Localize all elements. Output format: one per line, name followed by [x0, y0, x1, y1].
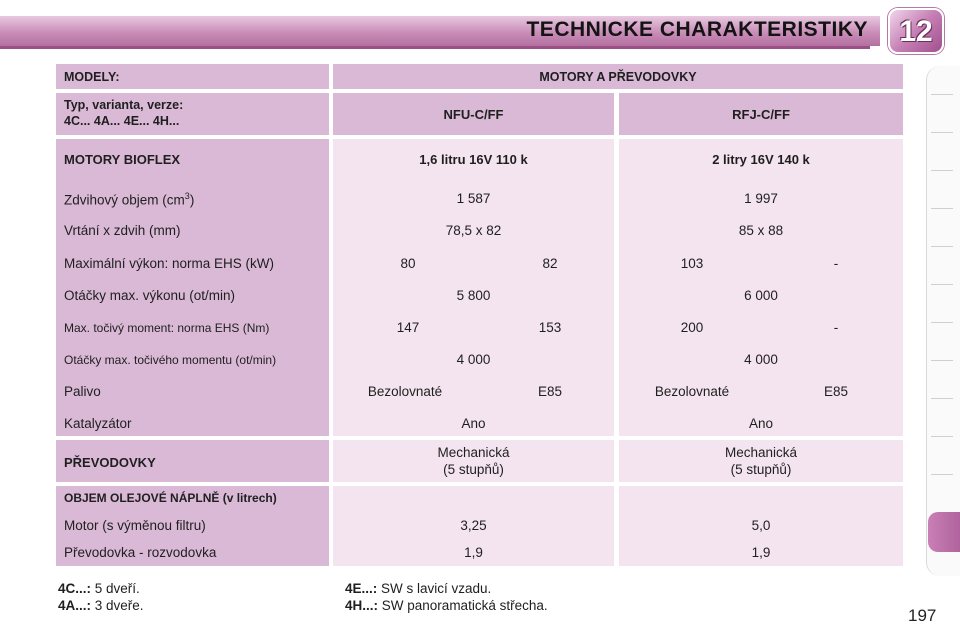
chapter-number: 12 [899, 15, 933, 48]
tab-divider [931, 360, 953, 361]
header-rule [0, 46, 870, 49]
spec-label-fuel: Palivo [64, 384, 101, 399]
oil-label-gearbox: Převodovka - rozvodovka [64, 545, 217, 560]
oil-a-engine: 3,25 [460, 518, 487, 533]
spec-b-fuel-e85: E85 [823, 384, 849, 399]
footnote-4a: 4A...: 3 dveře. [58, 598, 144, 613]
gearbox-b-line2: (5 stupňů) [730, 462, 792, 477]
col-b-code: RFJ-C/FF [732, 107, 790, 122]
spec-b-torque-rpm: 4 000 [744, 352, 778, 367]
chapter-tab-strip [926, 66, 960, 576]
spec-a-fuel-e85: E85 [537, 384, 563, 399]
gearbox-a-line1: Mechanická [437, 445, 510, 460]
footnote-4h: 4H...: SW panoramatická střecha. [345, 598, 548, 613]
tab-divider [931, 398, 953, 399]
spec-b-max-power-e85: - [833, 256, 839, 271]
spec-b-max-torque-e85: - [833, 320, 839, 335]
col-a-code: NFU-C/FF [443, 107, 504, 122]
footnotes-left [58, 580, 144, 614]
gearbox-b-line1: Mechanická [724, 445, 798, 460]
page-title: TECHNICKE CHARAKTERISTIKY [526, 18, 868, 41]
gearbox-label: PŘEVODOVKY [64, 455, 156, 470]
spec-a-max-torque-petrol: 147 [396, 320, 420, 335]
oil-b-gearbox: 1,9 [751, 545, 771, 560]
tab-divider [931, 208, 953, 209]
tab-divider [931, 132, 953, 133]
spec-b-power-rpm: 6 000 [744, 288, 778, 303]
spec-a-catalyst: Ano [461, 416, 486, 431]
footnote-4c: 4C...: 5 dveří. [58, 581, 140, 596]
spec-label-max-power: Maximální výkon: norma EHS (kW) [64, 256, 275, 271]
spec-label-torque-rpm: Otáčky max. točivého momentu (ot/min) [64, 353, 277, 367]
spec-a-max-power-petrol: 80 [400, 256, 416, 271]
oil-label-engine: Motor (s výměnou filtru) [64, 518, 206, 533]
spec-b-catalyst: Ano [748, 416, 774, 431]
bioflex-label: MOTORY BIOFLEX [64, 152, 181, 167]
models-label: MODELY: [64, 70, 120, 84]
tab-divider [931, 246, 953, 247]
spec-label-displacement: Zdvihový objem $(cm^3)$ [64, 191, 195, 208]
spec-label-catalyst: Katalyzátor [64, 416, 132, 431]
spec-a-max-torque-e85: 153 [538, 320, 562, 335]
tab-divider [931, 436, 953, 437]
oil-label: OBJEM OLEJOVÉ NÁPLNĚ (v litrech) [64, 491, 277, 505]
spec-label-power-rpm: Otáčky max. výkonu (ot/min) [64, 288, 236, 303]
spec-b-fuel-petrol: Bezolovnaté [654, 384, 730, 399]
chapter-badge [888, 8, 944, 54]
oil-a-gearbox: 1,9 [464, 545, 483, 560]
tab-divider [931, 474, 953, 475]
gearbox-a-line2: (5 stupňů) [443, 462, 504, 477]
type-label-line2: 4C... 4A... 4E... 4H... [64, 114, 180, 128]
spec-b-displacement: 1 997 [744, 191, 778, 206]
active-chapter-tab[interactable] [928, 512, 960, 552]
col-b-engine: 2 litry 16V 140 k [712, 152, 810, 167]
type-label-line1: Typ, varianta, verze: [64, 98, 184, 112]
spec-a-fuel-petrol: Bezolovnaté [367, 384, 443, 399]
page-number: 197 [908, 606, 937, 625]
col-a-engine: 1,6 litru 16V 110 k [419, 152, 528, 167]
footnote-4e: 4E...: SW s lavicí vzadu. [345, 581, 492, 596]
spec-a-power-rpm: 5 800 [456, 288, 491, 303]
engines-header: MOTORY A PŘEVODOVKY [539, 70, 697, 84]
spec-label-max-torque: Max. točivý moment: norma EHS (Nm) [64, 321, 270, 335]
tab-divider [931, 284, 953, 285]
page-header [0, 0, 960, 52]
spec-a-displacement: 1 587 [456, 191, 491, 206]
oil-b-engine: 5,0 [751, 518, 771, 533]
footnotes-right [345, 580, 548, 614]
spec-b-max-torque-petrol: 200 [680, 320, 704, 335]
spec-a-max-power-e85: 82 [542, 256, 558, 271]
spec-label-bore-stroke: Vrtání x zdvih (mm) [64, 223, 181, 238]
tab-divider [931, 322, 953, 323]
spec-a-bore-stroke: 78,5 x 82 [445, 223, 502, 238]
tab-divider [931, 94, 953, 95]
spec-a-torque-rpm: 4 000 [456, 352, 491, 367]
spec-b-max-power-petrol: 103 [680, 256, 704, 271]
tab-divider [931, 170, 953, 171]
spec-b-bore-stroke: 85 x 88 [738, 223, 784, 238]
